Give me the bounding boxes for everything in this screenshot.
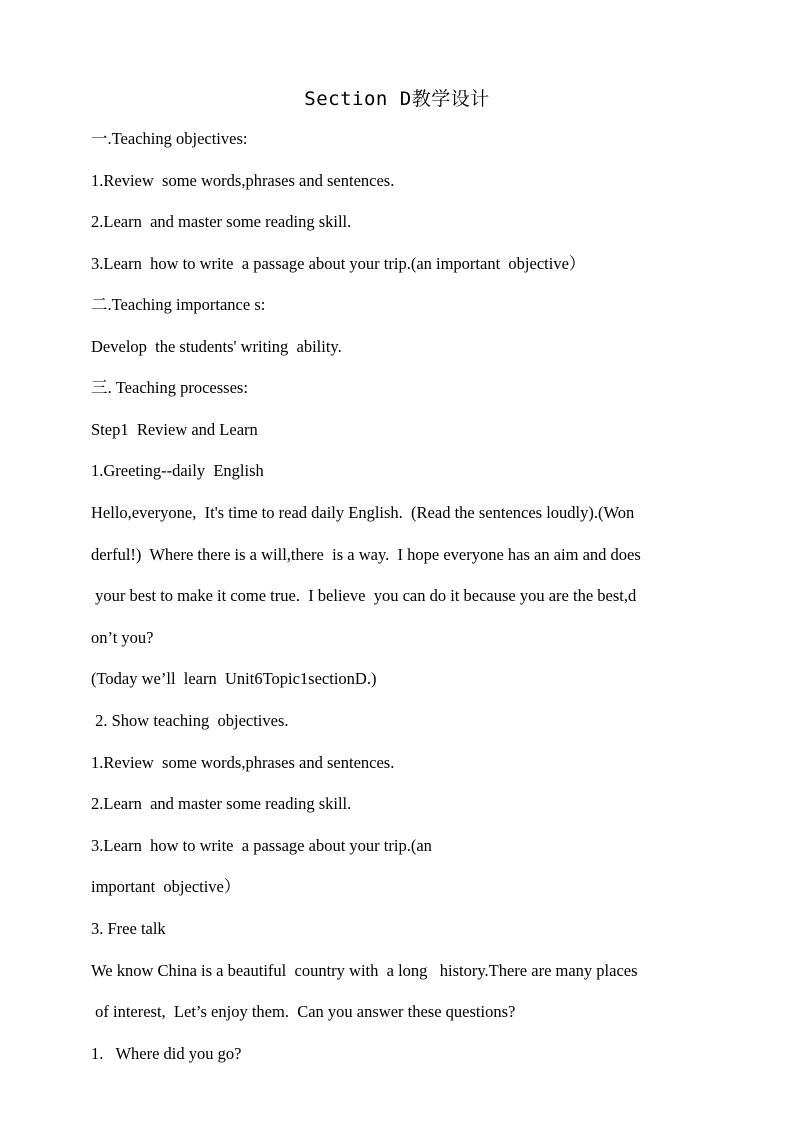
paragraph-line: of interest, Let’s enjoy them. Can you answer these questions? xyxy=(91,1002,516,1021)
paragraph-line: on’t you? xyxy=(91,628,154,647)
step-heading: Step1 Review and Learn xyxy=(91,420,258,439)
paragraph-line: your best to make it come true. I believe you can do it because you are the best,d xyxy=(91,586,637,605)
greeting-heading: 1.Greeting--daily English xyxy=(91,461,264,480)
objective-line-3: 3.Learn how to write a passage about your trip.(an important objective） xyxy=(91,254,586,273)
paragraph-line: Hello,everyone, It's time to read daily English. (Read the sentences loudly).(Won xyxy=(91,503,635,522)
objective-line-2: 2.Learn and master some reading skill. xyxy=(91,794,352,813)
objective-line-3: 3.Learn how to write a passage about your trip.(an xyxy=(91,836,432,855)
question-line-1: 1. Where did you go? xyxy=(91,1044,242,1063)
objective-line-1: 1.Review some words,phrases and sentences. xyxy=(91,171,395,190)
paragraph-line: (Today we’ll learn Unit6Topic1sectionD.) xyxy=(91,669,377,688)
importance-text: Develop the students' writing ability. xyxy=(91,337,342,356)
show-objectives-heading: 2. Show teaching objectives. xyxy=(91,711,289,730)
objective-line-1: 1.Review some words,phrases and sentences. xyxy=(91,753,395,772)
page-title: Section D教学设计 xyxy=(304,88,490,110)
section-heading-objectives: 一.Teaching objectives: xyxy=(91,129,248,148)
objective-line-2: 2.Learn and master some reading skill. xyxy=(91,212,352,231)
objective-line-3-continued: important objective） xyxy=(91,877,241,896)
free-talk-heading: 3. Free talk xyxy=(91,919,166,938)
paragraph-line: We know China is a beautiful country with a long history.There are many places xyxy=(91,961,638,980)
paragraph-line: derful!) Where there is a will,there is a way. I hope everyone has an aim and does xyxy=(91,545,641,564)
section-heading-importance: 二.Teaching importance s: xyxy=(91,295,266,314)
section-heading-processes: 三. Teaching processes: xyxy=(91,378,248,397)
